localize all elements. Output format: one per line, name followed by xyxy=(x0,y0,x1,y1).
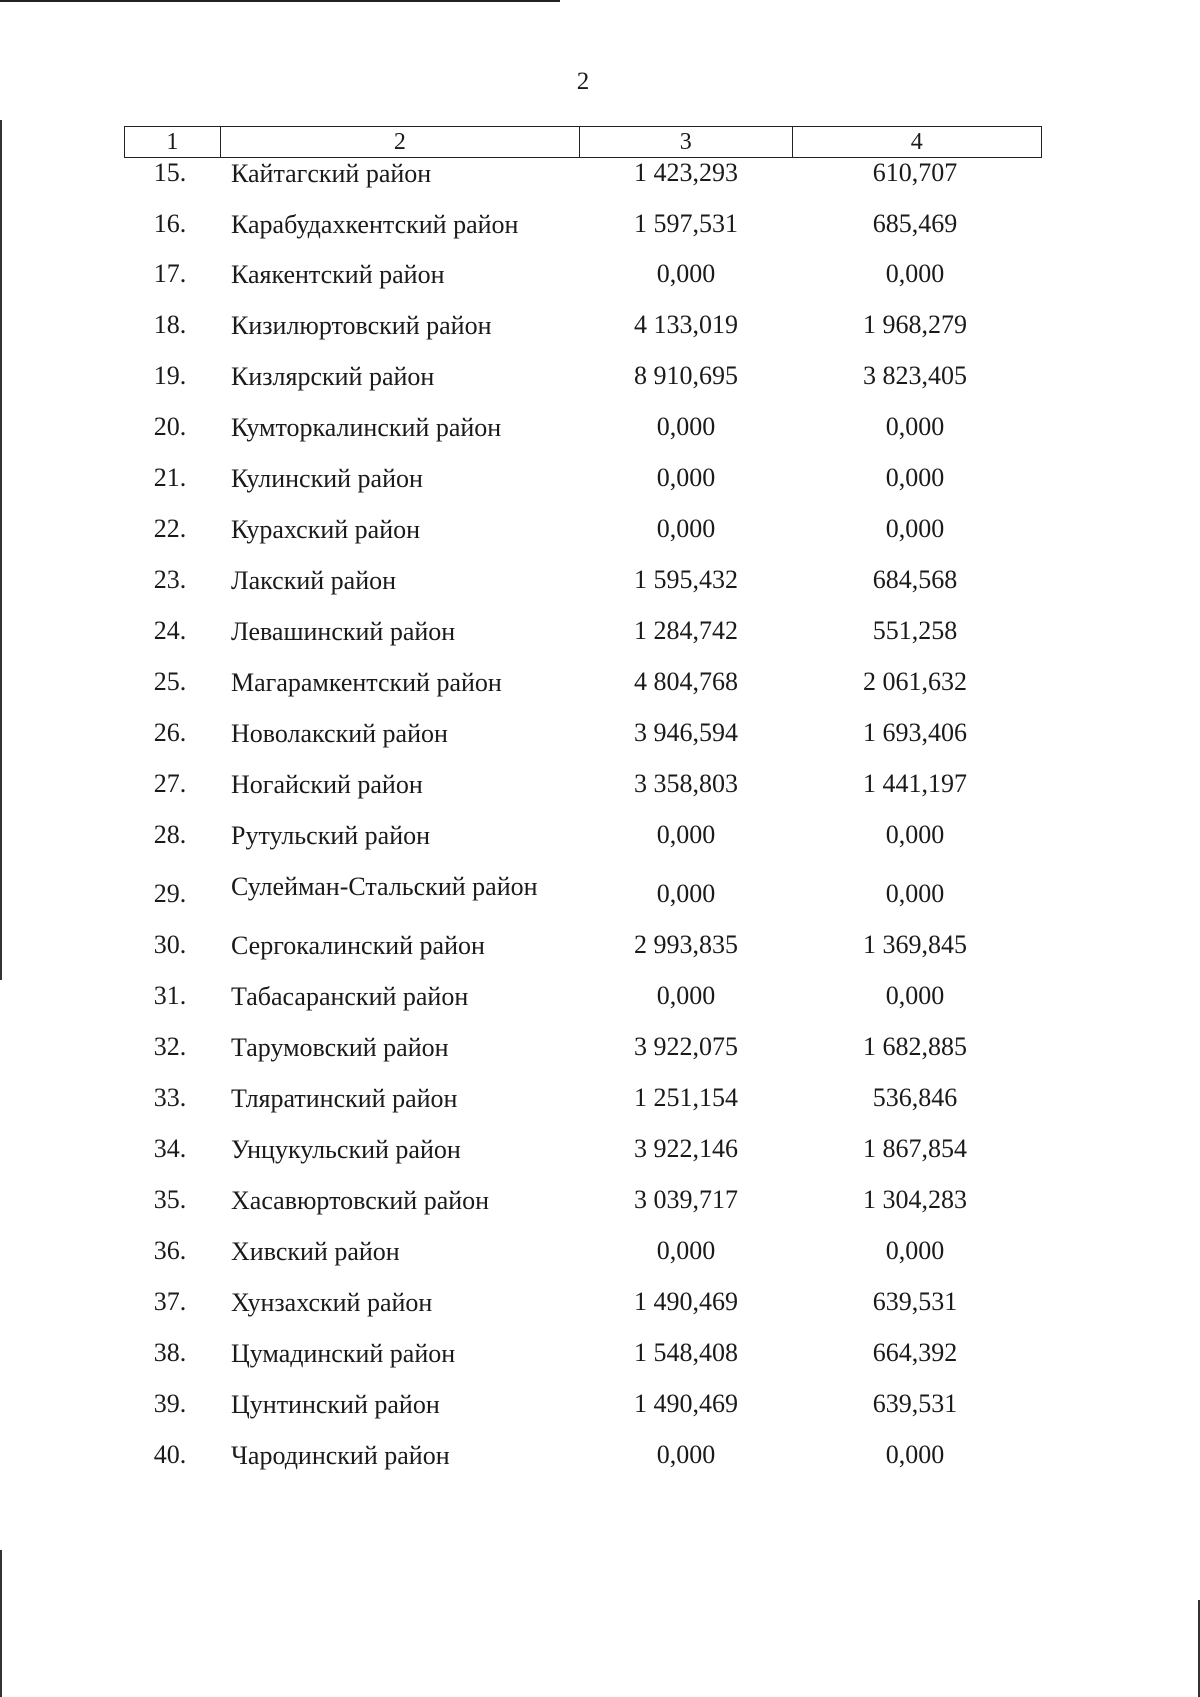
cell-col4: 1 968,279 xyxy=(863,310,967,339)
cell-col3: 3 358,803 xyxy=(634,769,738,798)
cell-num: 32. xyxy=(153,1032,187,1061)
cell-num: 31. xyxy=(153,981,187,1010)
cell-col4: 0,000 xyxy=(885,514,945,543)
cell-col4: 0,000 xyxy=(885,259,945,288)
scan-edge xyxy=(0,1550,2,1697)
cell-col4: 0,000 xyxy=(885,463,945,492)
cell-col4: 1 693,406 xyxy=(863,718,967,747)
table-row xyxy=(0,981,1200,1021)
table-row xyxy=(0,930,1200,970)
cell-col3: 0,000 xyxy=(656,879,716,908)
table-row xyxy=(0,158,1200,198)
cell-num: 16. xyxy=(153,209,187,238)
cell-col3: 1 490,469 xyxy=(634,1287,738,1316)
cell-name: Кулинский район xyxy=(231,464,423,493)
cell-col3: 1 490,469 xyxy=(634,1389,738,1418)
cell-num: 23. xyxy=(153,565,187,594)
cell-col4: 536,846 xyxy=(872,1083,958,1112)
cell-col4: 0,000 xyxy=(885,1236,945,1265)
cell-col3: 0,000 xyxy=(656,514,716,543)
cell-col4: 0,000 xyxy=(885,412,945,441)
cell-name: Тляратинский район xyxy=(231,1084,458,1113)
cell-col4: 664,392 xyxy=(872,1338,958,1367)
cell-num: 33. xyxy=(153,1083,187,1112)
cell-col3: 0,000 xyxy=(656,981,716,1010)
cell-col4: 0,000 xyxy=(885,820,945,849)
cell-name: Новолакский район xyxy=(231,719,448,748)
cell-num: 37. xyxy=(153,1287,187,1316)
cell-col3: 1 595,432 xyxy=(634,565,738,594)
cell-col4: 0,000 xyxy=(885,1440,945,1469)
table-row xyxy=(0,463,1200,503)
table-row xyxy=(0,1185,1200,1225)
cell-col4: 2 061,632 xyxy=(863,667,967,696)
header-cell-2: 2 xyxy=(221,127,580,157)
table-row xyxy=(0,361,1200,401)
cell-name: Табасаранский район xyxy=(231,982,469,1011)
cell-num: 29. xyxy=(153,879,187,908)
cell-num: 28. xyxy=(153,820,187,849)
cell-num: 20. xyxy=(153,412,187,441)
table-row xyxy=(0,1389,1200,1429)
cell-name: Хивский район xyxy=(231,1237,400,1266)
cell-col4: 639,531 xyxy=(872,1287,958,1316)
cell-col3: 0,000 xyxy=(656,820,716,849)
cell-col4: 1 304,283 xyxy=(863,1185,967,1214)
table-row xyxy=(0,769,1200,809)
table-row xyxy=(0,1134,1200,1174)
header-cell-4: 4 xyxy=(910,129,923,155)
table-row xyxy=(0,871,1200,911)
cell-name: Кайтагский район xyxy=(231,159,432,188)
table-row xyxy=(0,1440,1200,1480)
cell-name: Карабудахкентский район xyxy=(231,210,519,239)
cell-name: Кизлярский район xyxy=(231,362,435,391)
cell-col3: 0,000 xyxy=(656,259,716,288)
cell-col4: 1 369,845 xyxy=(863,930,967,959)
table-row xyxy=(0,1032,1200,1072)
cell-num: 35. xyxy=(153,1185,187,1214)
table-row xyxy=(0,1083,1200,1123)
scan-edge xyxy=(0,0,560,2)
cell-col3: 0,000 xyxy=(656,412,716,441)
cell-col3: 1 423,293 xyxy=(634,158,738,187)
cell-num: 19. xyxy=(153,361,187,390)
cell-num: 17. xyxy=(153,259,187,288)
cell-num: 15. xyxy=(153,158,187,187)
cell-col4: 684,568 xyxy=(872,565,958,594)
cell-num: 25. xyxy=(153,667,187,696)
table-row xyxy=(0,820,1200,860)
cell-name: Левашинский район xyxy=(231,617,456,646)
table-row xyxy=(0,310,1200,350)
cell-name: Цумадинский район xyxy=(231,1339,456,1368)
cell-col3: 0,000 xyxy=(656,463,716,492)
cell-num: 39. xyxy=(153,1389,187,1418)
cell-col3: 1 548,408 xyxy=(634,1338,738,1367)
cell-name: Магарамкентский район xyxy=(231,668,502,697)
cell-name: Чародинский район xyxy=(231,1441,450,1470)
cell-col4: 639,531 xyxy=(872,1389,958,1418)
table-row xyxy=(0,259,1200,299)
table-header xyxy=(124,126,1042,158)
cell-col4: 3 823,405 xyxy=(863,361,967,390)
cell-name: Рутульский район xyxy=(231,821,431,850)
cell-col3: 8 910,695 xyxy=(634,361,738,390)
cell-col4: 610,707 xyxy=(872,158,958,187)
cell-name: Курахский район xyxy=(231,515,421,544)
cell-col3: 4 804,768 xyxy=(634,667,738,696)
header-cell-3: 3 xyxy=(580,127,793,157)
table-row xyxy=(0,412,1200,452)
cell-col3: 1 597,531 xyxy=(634,209,738,238)
cell-name: Ногайский район xyxy=(231,770,423,799)
cell-col3: 3 922,075 xyxy=(634,1032,738,1061)
table-row xyxy=(0,209,1200,249)
cell-num: 40. xyxy=(153,1440,187,1469)
cell-col4: 685,469 xyxy=(872,209,958,238)
cell-name: Унцукульский район xyxy=(231,1135,461,1164)
table-row xyxy=(0,616,1200,656)
cell-name: Кизилюртовский район xyxy=(231,311,492,340)
cell-col4: 551,258 xyxy=(872,616,958,645)
cell-name: Кумторкалинский район xyxy=(231,413,502,442)
cell-name: Каякентский район xyxy=(231,260,445,289)
cell-name: Сергокалинский район xyxy=(231,931,485,960)
cell-num: 26. xyxy=(153,718,187,747)
table-row xyxy=(0,1287,1200,1327)
cell-col3: 0,000 xyxy=(656,1236,716,1265)
cell-num: 21. xyxy=(153,463,187,492)
table-row xyxy=(0,1338,1200,1378)
cell-name: Лакский район xyxy=(231,566,397,595)
cell-col3: 3 922,146 xyxy=(634,1134,738,1163)
cell-num: 30. xyxy=(153,930,187,959)
cell-col3: 1 284,742 xyxy=(634,616,738,645)
cell-col4: 1 441,197 xyxy=(863,769,967,798)
cell-name: Хасавюртовский район xyxy=(231,1186,490,1215)
cell-col3: 3 946,594 xyxy=(634,718,738,747)
cell-col4: 1 867,854 xyxy=(863,1134,967,1163)
table-row xyxy=(0,1236,1200,1276)
page-number: 2 xyxy=(576,68,590,95)
cell-num: 34. xyxy=(153,1134,187,1163)
cell-num: 22. xyxy=(153,514,187,543)
cell-num: 24. xyxy=(153,616,187,645)
cell-name: Сулейман-Стальский район xyxy=(231,872,538,901)
cell-col3: 0,000 xyxy=(656,1440,716,1469)
table-row xyxy=(0,667,1200,707)
cell-col3: 4 133,019 xyxy=(634,310,738,339)
cell-num: 27. xyxy=(153,769,187,798)
cell-col3: 3 039,717 xyxy=(634,1185,738,1214)
table-row xyxy=(0,565,1200,605)
table-row xyxy=(0,514,1200,554)
cell-num: 18. xyxy=(153,310,187,339)
cell-name: Хунзахский район xyxy=(231,1288,433,1317)
cell-name: Тарумовский район xyxy=(231,1033,449,1062)
header-cell-1: 1 xyxy=(125,127,221,157)
cell-col3: 1 251,154 xyxy=(634,1083,738,1112)
cell-num: 36. xyxy=(153,1236,187,1265)
cell-col4: 0,000 xyxy=(885,981,945,1010)
cell-col4: 1 682,885 xyxy=(863,1032,967,1061)
cell-num: 38. xyxy=(153,1338,187,1367)
table-row xyxy=(0,718,1200,758)
cell-col3: 2 993,835 xyxy=(634,930,738,959)
cell-name: Цунтинский район xyxy=(231,1390,440,1419)
cell-col4: 0,000 xyxy=(885,879,945,908)
